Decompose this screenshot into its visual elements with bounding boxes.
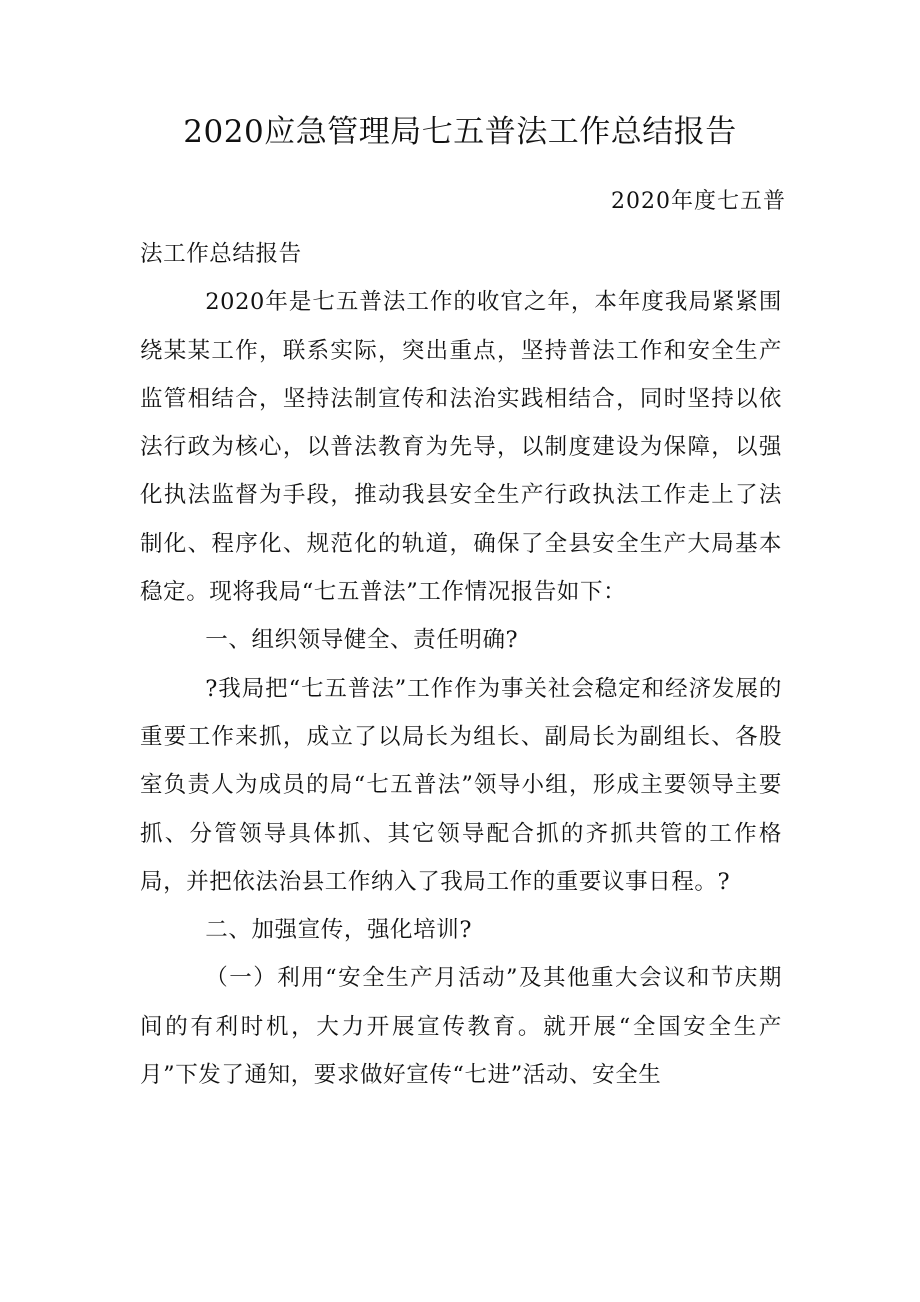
- subtitle-line-1: 2020年度七五普: [611, 189, 786, 214]
- document-body: [140, 230, 782, 1099]
- document-title: 2020应急管理局七五普法工作总结报告: [183, 114, 737, 150]
- section-heading-1: 一、组织领导健全、责任明确?: [205, 627, 519, 654]
- paragraph-intro: 2020年是七五普法工作的收官之年，本年度我局紧紧围绕某某工作，联系实际，突出重点，坚持普法工作和安全生产监管相结合，坚持法制宣传和法治实践相结合，同时坚持以依法行政为核心，以普法教育为先导，以制度建设为保障，以强化执法监督为手段，推动我县安全生产行政执法工作走上了法制化、程序化、规范化的轨道，确保了全县安全生产大局基本稳定。现将我局“七五普法”工作情况报告如下：: [140, 289, 782, 606]
- section-heading-2: 二、加强宣传，强化培训?: [205, 917, 473, 944]
- subtitle-line-2: 法工作总结报告: [140, 241, 302, 267]
- paragraph-publicity: （一）利用“安全生产月活动”及其他重大会议和节庆期间的有利时机，大力开展宣传教育。就开展“全国安全生产月”下发了通知，要求做好宣传“七进”活动、安全生: [140, 965, 782, 1089]
- paragraph-organization: ?我局把“七五普法”工作作为事关社会稳定和经济发展的重要工作来抓，成立了以局长为组长、副局长为副组长、各股室负责人为成员的局“七五普法”领导小组，形成主要领导主要抓、分管领导具体抓、其它领导配合抓的齐抓共管的工作格局，并把依法治县工作纳入了我局工作的重要议事日程。?: [140, 675, 782, 895]
